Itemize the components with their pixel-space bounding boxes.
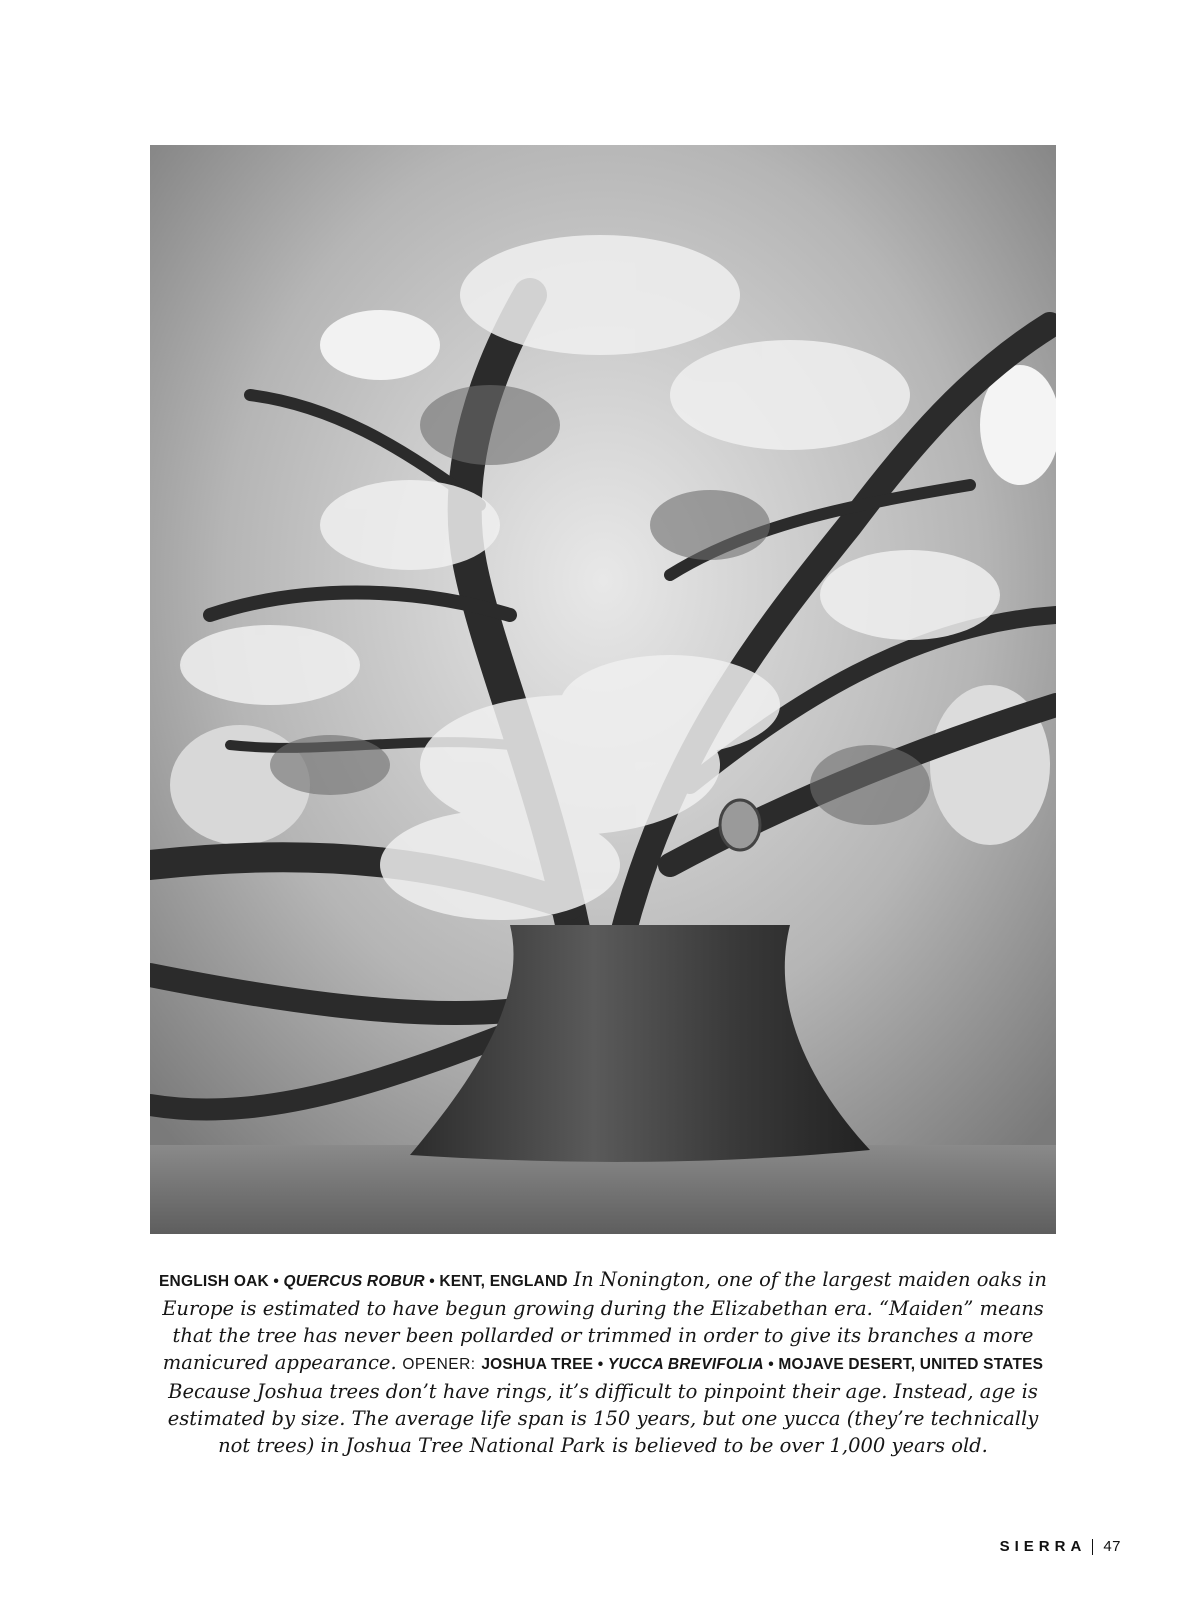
photo-caption [150,1266,1056,1459]
bullet-separator: • [593,1356,608,1373]
page-number: 47 [1103,1538,1121,1555]
tree1-common-name: ENGLISH OAK [159,1273,269,1290]
english-oak-photo [150,145,1056,1234]
bullet-separator: • [763,1356,779,1373]
bullet-separator: • [268,1273,284,1290]
tree1-description: In Nonington, one of the largest maiden oaks in Europe is estimated to have begun growing during the Elizabethan era. “Maiden” means that the tree has never been pollarded or trimmed in order to give its branches a more manicured appearance. [162,1268,1047,1374]
folio-divider [1092,1539,1093,1555]
tree2-common-name: JOSHUA TREE [481,1356,594,1373]
tree1-latin-name: QUERCUS ROBUR [283,1273,425,1290]
tree2-description: Because Joshua trees don’t have rings, it’s difficult to pinpoint their age. Instead, age is estimated by size. The average life span is 150 years, but one yucca (they’re technically not trees) in Joshua Tree National Park is believed to be over 1,000 years old. [167,1380,1039,1457]
tree2-location: MOJAVE DESERT, UNITED STATES [778,1356,1044,1373]
magazine-name: SIERRA [999,1538,1087,1555]
tree1-location: KENT, ENGLAND [439,1273,568,1290]
opener-label: OPENER: [402,1356,476,1373]
bullet-separator: • [424,1273,440,1290]
oak-tree-image [150,145,1056,1234]
tree2-latin-name: YUCCA BREVIFOLIA [607,1356,764,1373]
page-folio [1000,1538,1121,1555]
